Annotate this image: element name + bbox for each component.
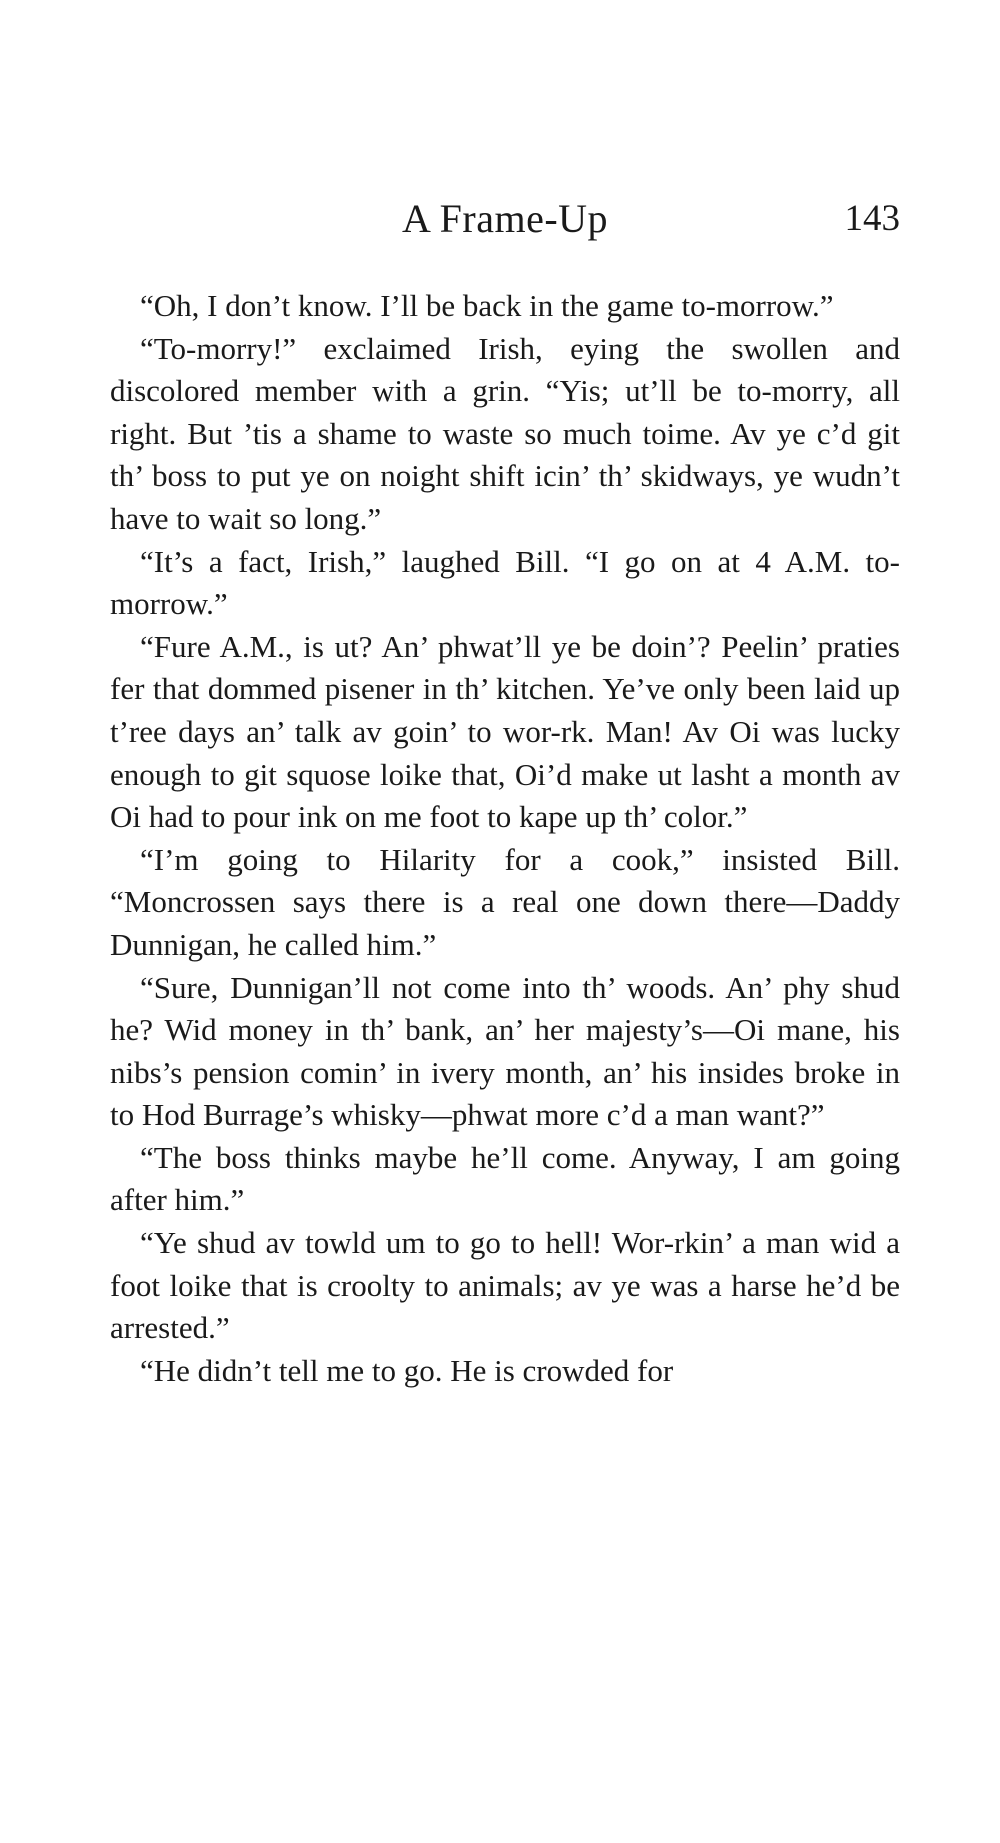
- paragraph: “To-morry!” exclaimed Irish, eying the swollen and discolored member with a grin. “Yis; ut’ll be to-morry, all right. But ’tis a shame to waste so much toime. Av ye c’d git th’ boss to put ye on noight shift icin’ th’ skidways, ye wudn’t have to wait so long.”: [110, 330, 900, 536]
- running-head: [110, 195, 900, 255]
- paragraph: “The boss thinks maybe he’ll come. Anyway, I am going after him.”: [110, 1139, 900, 1218]
- body-text: [110, 285, 900, 1392]
- paragraph: “It’s a fact, Irish,” laughed Bill. “I go on at 4 A.M. to-morrow.”: [110, 543, 900, 622]
- paragraph: “Sure, Dunnigan’ll not come into th’ woods. An’ phy shud he? Wid money in th’ bank, an’ her majesty’s—Oi mane, his nibs’s pension comin’ in ivery month, an’ his insides broke in to Hod Burrage’s whisky—phwat more c’d a man want?”: [110, 969, 900, 1133]
- paragraph: “I’m going to Hilarity for a cook,” insisted Bill. “Moncrossen says there is a real one down there—Daddy Dunnigan, he called him.”: [110, 841, 900, 962]
- paragraph: “He didn’t tell me to go. He is crowded for: [140, 1352, 674, 1388]
- page-number: 143: [844, 198, 900, 239]
- paragraph: “Oh, I don’t know. I’ll be back in the game to-morrow.”: [140, 288, 834, 323]
- paragraph: “Ye shud av towld um to go to hell! Wor-rkin’ a man wid a foot loike that is croolty to animals; av ye was a harse he’d be arrested.”: [110, 1225, 900, 1346]
- book-page: [110, 195, 900, 1392]
- chapter-title: A Frame-Up: [401, 196, 609, 241]
- paragraph: “Fure A.M., is ut? An’ phwat’ll ye be doin’? Peelin’ praties fer that dommed pisener in th’ kitchen. Ye’ve only been laid up t’ree days an’ talk av goin’ to wor-rk. Man! Av Oi was lucky enough to git squose loike that, Oi’d make ut lasht a month av Oi had to pour ink on me foot to kape up th’ color.”: [110, 628, 900, 835]
